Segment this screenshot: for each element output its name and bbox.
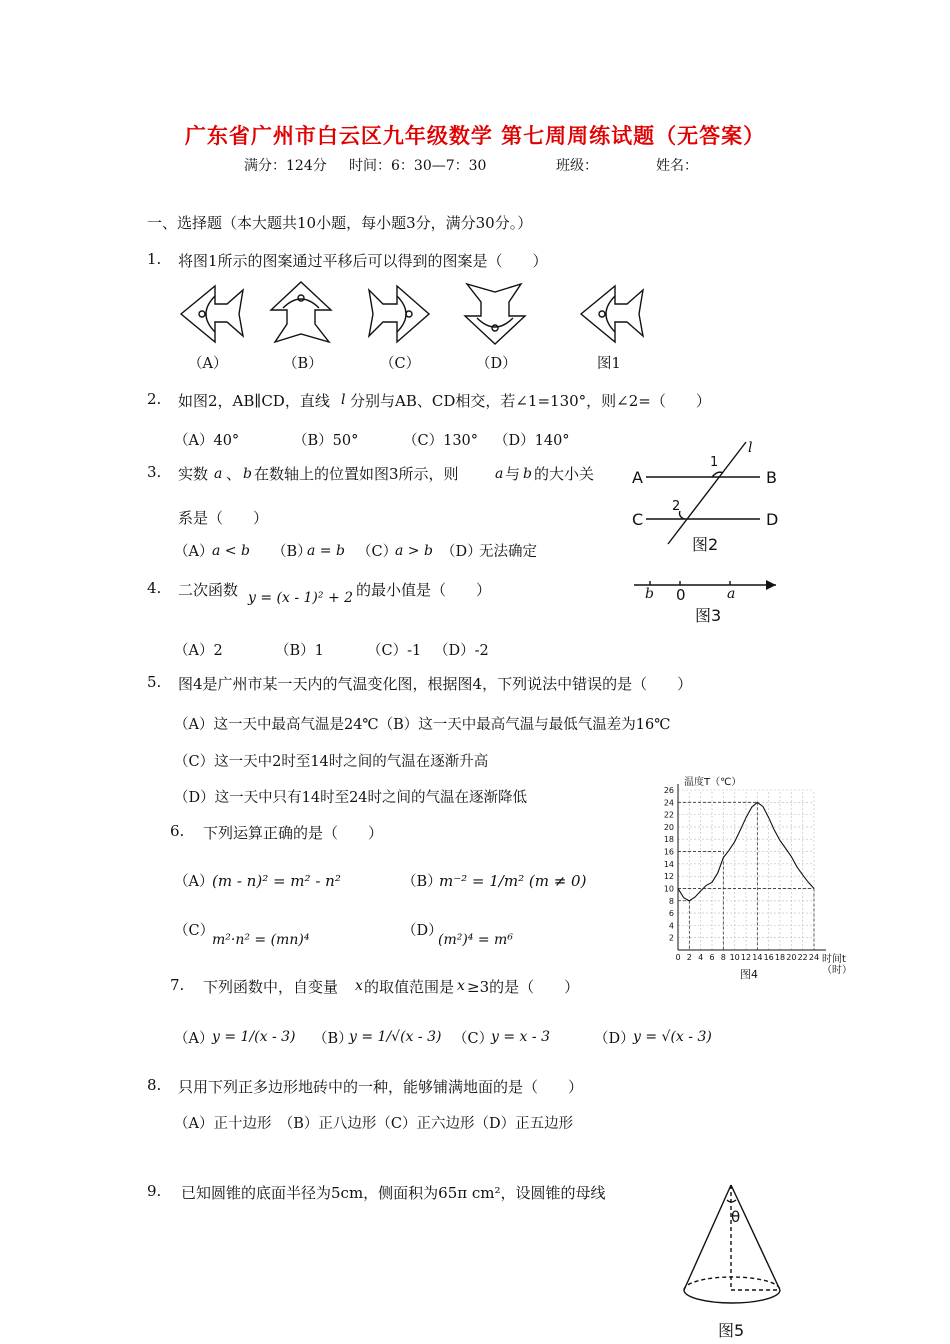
q3-option-d-label: （D） (441, 544, 482, 560)
q4-number: 4. (147, 579, 162, 597)
q4-option-b: （B）1 (275, 643, 324, 659)
q6-option-d-label: （D） (402, 923, 443, 939)
q2-option-b: （B）50° (293, 433, 359, 449)
fig2-label-c: C (632, 510, 644, 529)
y-tick-label: 20 (663, 822, 674, 832)
q6-option-b-expr: m⁻² = 1/m² (m ≠ 0) (439, 872, 587, 890)
q7-option-a-expr: y = 1/(x - 3) (212, 1029, 296, 1045)
q5-text: 图4是广州市某一天内的气温变化图，根据图4，下列说法中错误的是（ ） (178, 675, 693, 693)
figure-5-cone (676, 1180, 788, 1315)
q6-option-a-label: （A） (174, 874, 214, 890)
q7-text-b: 的取值范围是 (364, 978, 455, 996)
x-tick-label: 2 (686, 953, 692, 962)
q4-expression: y = (x - 1)² + 2 (248, 590, 354, 606)
q7-option-c-expr: y = x - 3 (491, 1029, 550, 1045)
q2-option-a: （A）40° (174, 433, 240, 449)
q7-option-a-label: （A） (174, 1031, 214, 1047)
fig3-label-a: a (727, 586, 736, 602)
fig3-caption: 图3 (695, 606, 722, 625)
y-tick-label: 4 (668, 921, 674, 931)
q4-text-a: 二次函数 (178, 581, 239, 599)
full-score: 满分：124分 (244, 158, 327, 174)
q4-text-b: 的最小值是（ ） (356, 581, 492, 599)
q3-option-b-label: （B） (272, 544, 312, 560)
y-tick-label: 26 (663, 786, 674, 795)
q3-text-c: 的大小关 (534, 465, 595, 483)
q9-text: 已知圆锥的底面半径为5cm，侧面积为65π cm²，设圆锥的母线 (181, 1184, 606, 1202)
q5-option-d: （D）这一天中只有14时至24时之间的气温在逐渐降低 (174, 790, 528, 806)
fig5-theta: θ (731, 1208, 741, 1226)
q7-option-b-expr: y = 1/√(x - 3) (349, 1029, 442, 1045)
x-tick-label: 14 (752, 953, 763, 962)
q5-number: 5. (147, 673, 162, 691)
figure-d-shape (465, 284, 525, 344)
y-tick-label: 8 (668, 896, 674, 906)
q1-text: 将图1所示的图案通过平移后可以得到的图案是（ ） (178, 252, 548, 270)
q3-option-b-expr: a = b (307, 543, 345, 559)
q1-number: 1. (147, 250, 162, 268)
q3-var-b2: b (523, 466, 532, 482)
q7-option-c-label: （C） (453, 1031, 494, 1047)
figure-4-temperature-chart (648, 770, 858, 982)
x-tick-label: 4 (698, 953, 704, 962)
chart-ylabel: 温度T（℃） (684, 777, 742, 788)
fig5-caption: 图5 (718, 1321, 745, 1340)
y-tick-label: 18 (663, 835, 674, 845)
q6-option-a-expr: (m - n)² = m² - n² (212, 872, 341, 890)
y-tick-label: 22 (663, 810, 674, 820)
q3-var-b: b (243, 466, 252, 482)
q7-text-a: 下列函数中，自变量 (203, 978, 339, 996)
line-l (668, 442, 746, 544)
q3-option-a-expr: a < b (212, 543, 250, 559)
q1-label-a: （A） (188, 356, 228, 372)
q1-label-b: （B） (283, 356, 323, 372)
exam-time: 时间：6：30—7：30 (349, 158, 487, 174)
q3-number: 3. (147, 463, 162, 481)
y-tick-label: 2 (668, 933, 674, 943)
q8-options: （A）正十边形 （B）正八边形（C）正六边形（D）正五边形 (174, 1116, 574, 1132)
x-tick-label: 20 (786, 953, 797, 962)
x-tick-label: 16 (763, 953, 774, 962)
q3-var-a: a (214, 466, 223, 482)
y-tick-label: 16 (663, 847, 674, 857)
q7-text-c: ≥3的是（ ） (467, 978, 580, 996)
q1-label-d: （D） (476, 356, 517, 372)
q9-number: 9. (147, 1182, 162, 1200)
fig3-label-zero: 0 (676, 586, 686, 604)
x-tick-label: 18 (774, 953, 786, 962)
q1-label-fig1: 图1 (597, 356, 621, 372)
q8-number: 8. (147, 1076, 162, 1094)
figure-a-shape (181, 286, 243, 342)
q7-var-x2: x (457, 978, 465, 994)
y-tick-label: 12 (663, 872, 674, 882)
q7-number: 7. (170, 976, 185, 994)
q7-option-d-label: （D） (594, 1031, 635, 1047)
fig3-label-b: b (645, 586, 654, 602)
q1-figures (175, 280, 655, 350)
y-tick-label: 6 (668, 909, 674, 919)
q3-var-a2: a (495, 466, 504, 482)
q3-option-d-text: 无法确定 (479, 544, 537, 560)
q3-yu: 与 (505, 465, 521, 483)
x-tick-label: 8 (720, 953, 726, 962)
q7-var-x: x (355, 978, 363, 994)
q7-option-d-expr: y = √(x - 3) (633, 1029, 712, 1045)
q6-option-b-label: （B） (402, 874, 442, 890)
chart-xlabel: 时间t（时） (822, 954, 852, 976)
q4-option-d: （D）-2 (434, 643, 489, 659)
y-tick-label: 10 (663, 884, 674, 894)
fig2-caption: 图2 (692, 535, 719, 554)
q2-text-b: 分别与AB、CD相交，若∠1=130°，则∠2=（ ） (350, 392, 711, 410)
x-tick-label: 22 (797, 953, 808, 962)
x-tick-label: 12 (740, 953, 752, 962)
x-tick-label: 24 (808, 953, 820, 962)
q4-option-a: （A）2 (174, 643, 223, 659)
chart-caption: 图4 (740, 968, 758, 981)
q4-option-c: （C）-1 (367, 643, 422, 659)
fig2-line-l: l (748, 440, 753, 456)
q8-text: 只用下列正多边形地砖中的一种，能够铺满地面的是（ ） (178, 1078, 584, 1096)
q7-option-b-label: （B） (313, 1031, 353, 1047)
q3-text-a: 实数 (178, 465, 209, 483)
q2-option-d: （D）140° (494, 433, 570, 449)
page-title: 广东省广州市白云区九年级数学 第七周周练试题（无答案） (184, 123, 766, 148)
q5-option-c: （C）这一天中2时至14时之间的气温在逐渐升高 (174, 754, 489, 770)
q3-text-line2: 系是（ ） (178, 509, 269, 527)
q6-number: 6. (170, 822, 185, 840)
fig2-label-a: A (632, 468, 643, 487)
q6-option-d-expr: (m²)⁴ = m⁶ (438, 932, 513, 948)
q1-label-c: （C） (380, 356, 421, 372)
fig2-label-d: D (766, 510, 779, 529)
q2-text-a: 如图2，AB∥CD，直线 (178, 392, 330, 410)
section-heading: 一、选择题（本大题共10小题，每小题3分，满分30分。） (147, 214, 533, 232)
class-field: 班级： (556, 158, 598, 174)
figure-1-shape (581, 286, 643, 342)
q3-option-a-label: （A） (174, 544, 214, 560)
x-tick-label: 6 (709, 953, 715, 962)
q2-number: 2. (147, 390, 162, 408)
q5-option-ab: （A）这一天中最高气温是24℃（B）这一天中最高气温与最低气温差为16℃ (174, 717, 671, 733)
x-tick-label: 10 (729, 953, 740, 962)
figure-c-shape (369, 286, 429, 342)
q3-text-b: 在数轴上的位置如图3所示，则 (254, 465, 459, 483)
q6-option-c-expr: m²·n² = (mn)⁴ (212, 932, 310, 948)
fig2-label-b: B (766, 468, 777, 487)
q2-option-c: （C）130° (403, 433, 479, 449)
fig2-angle-2: 2 (672, 499, 681, 514)
q6-text: 下列运算正确的是（ ） (203, 824, 384, 842)
name-field: 姓名： (656, 158, 698, 174)
y-tick-label: 14 (663, 859, 674, 869)
q6-option-c-label: （C） (174, 923, 215, 939)
q3-option-c-expr: a > b (395, 543, 433, 559)
q2-line-l: l (341, 392, 346, 408)
fig2-angle-1: 1 (710, 455, 719, 470)
figure-b-shape (271, 282, 331, 342)
y-tick-label: 24 (663, 798, 674, 808)
q3-option-c-label: （C） (357, 544, 398, 560)
q3-sep: 、 (226, 465, 242, 483)
x-tick-label: 0 (675, 953, 681, 962)
